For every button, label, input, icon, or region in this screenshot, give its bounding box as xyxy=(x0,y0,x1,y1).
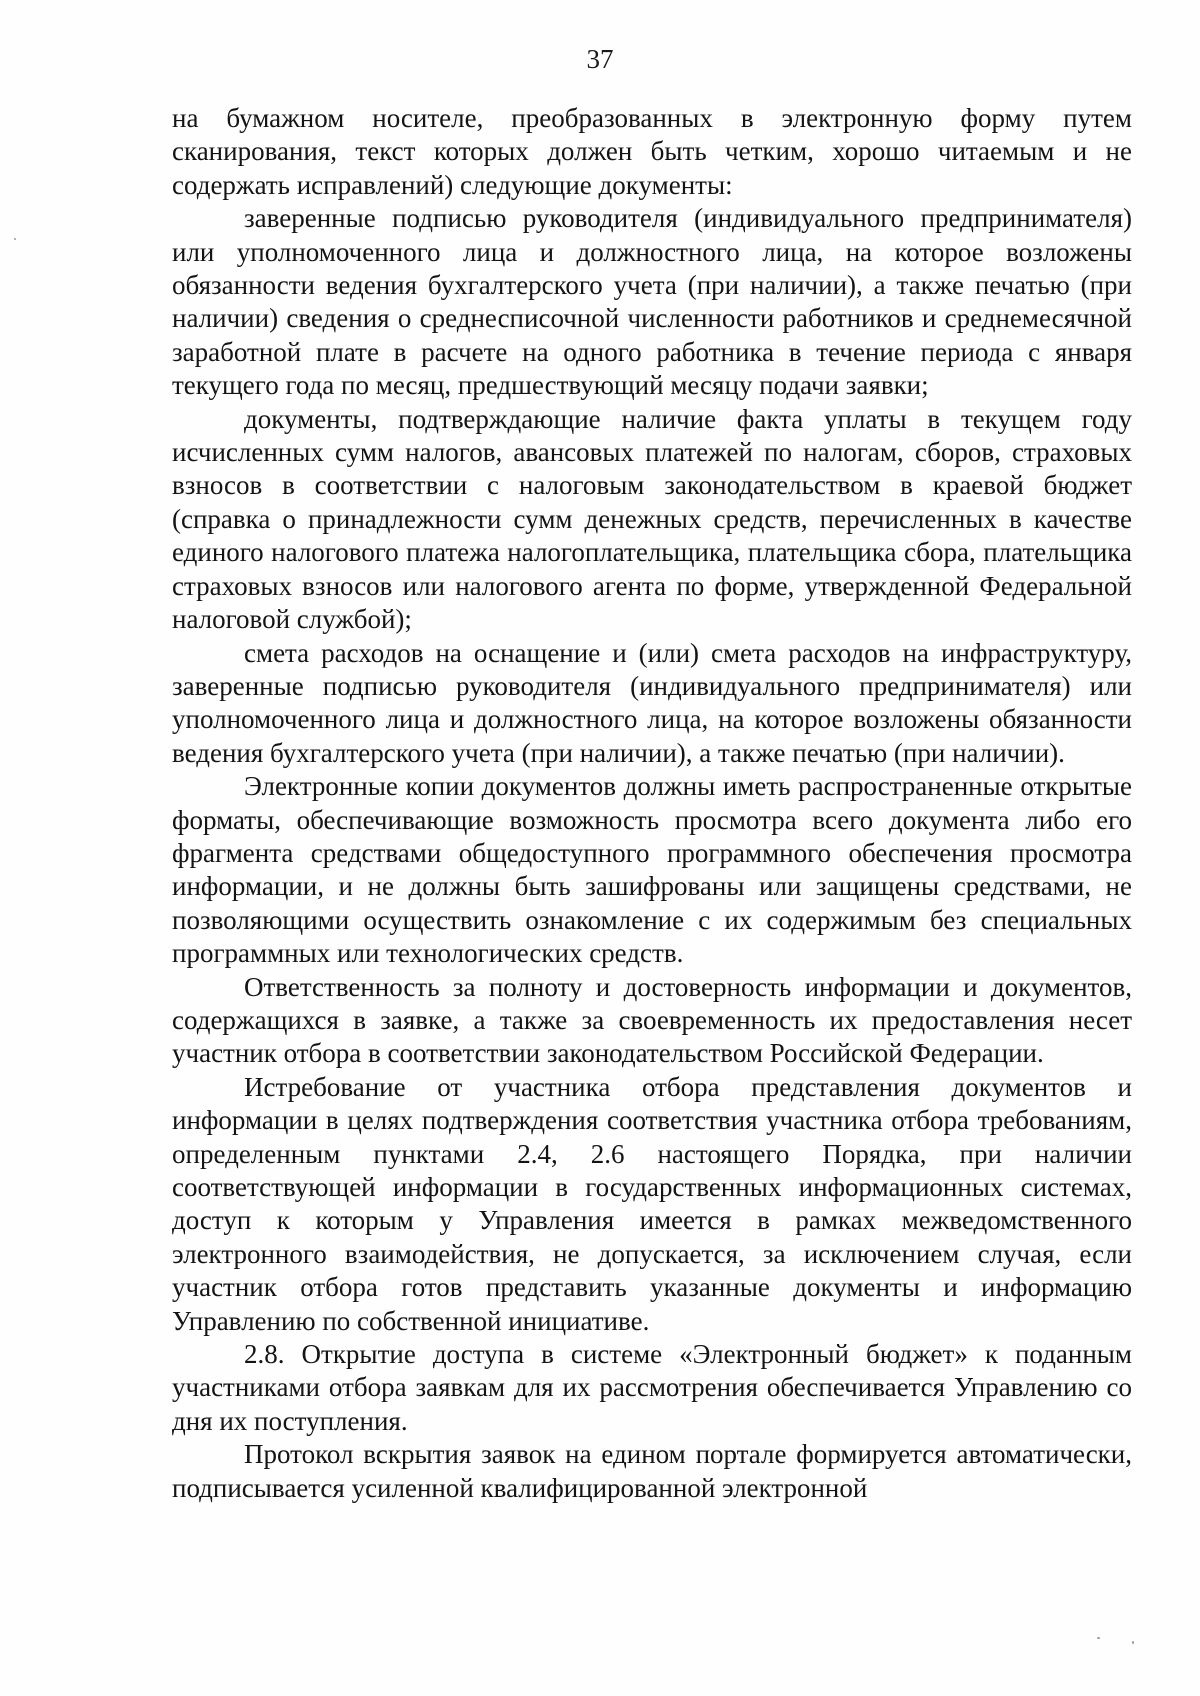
paragraph: смета расходов на оснащение и (или) смета расходов на инфраструктуру, заверенные подписью руководителя (индивидуального предпринимателя) или уполномоченного лица и должностного лица, на которое возложены обязанности ведения бухгалтерского учета (при наличии), а также печатью (при наличии). xyxy=(172,637,1132,768)
paragraph: заверенные подписью руководителя (индивидуального предпринимателя) или уполномоченного лица и должностного лица, на которое возложены обязанности ведения бухгалтерского учета (при наличии), а также печатью (при наличии) сведения о среднесписочной численности работников и среднемесячной заработной плате в расчете на одного работника в течение периода с января текущего года по месяц, предшествующий месяцу подачи заявки; xyxy=(172,203,1132,401)
scan-speck xyxy=(14,238,16,240)
page-number: 37 xyxy=(586,44,614,74)
scan-speck xyxy=(1132,1641,1134,1644)
scan-speck xyxy=(1097,1637,1100,1639)
paragraph: на бумажном носителе, преобразованных в электронную форму путем сканирования, текст которых должен быть четким, хорошо читаемым и не содержать исправлений) следующие документы: xyxy=(172,103,1132,200)
paragraph: Истребование от участника отбора представления документов и информации в целях подтверждения соответствия участника отбора требованиям, определенным пунктами 2.4, 2.6 настоящего Порядка, при наличии соответствующей информации в государственных информационных системах, доступ к которым у Управления имеется в рамках межведомственного электронного взаимодействия, не допускается, за исключением случая, если участник отбора готов представить указанные документы и информацию Управлению по собственной инициативе. xyxy=(172,1071,1132,1336)
paragraph: Электронные копии документов должны иметь распространенные открытые форматы, обеспечивающие возможность просмотра всего документа либо его фрагмента средствами общедоступного программного обеспечения просмотра информации, и не должны быть зашифрованы или защищены средствами, не позволяющими осуществить ознакомление с их содержимым без специальных программных или технологических средств. xyxy=(172,771,1132,969)
paragraph: Ответственность за полноту и достоверность информации и документов, содержащихся в заявке, а также за своевременность их предоставления несет участник отбора в соответствии законодательством Российской Федерации. xyxy=(172,971,1132,1069)
paragraph: документы, подтверждающие наличие факта уплаты в текущем году исчисленных сумм налогов, авансовых платежей по налогам, сборов, страховых взносов в соответствии с налоговым законодательством в краевой бюджет (справка о принадлежности сумм денежных средств, перечисленных в качестве единого налогового платежа налогоплательщика, плательщика сбора, плательщика страховых взносов или налогового агента по форме, утвержденной Федеральной налоговой службой); xyxy=(172,403,1132,635)
document-body xyxy=(172,102,1132,1505)
paragraph: 2.8. Открытие доступа в системе «Электронный бюджет» к поданным участниками отбора заявкам для их рассмотрения обеспечивается Управлению со дня их поступления. xyxy=(172,1339,1132,1436)
paragraph: Протокол вскрытия заявок на едином портале формируется автоматически, подписывается усиленной квалифицированной электронной xyxy=(172,1439,1132,1503)
